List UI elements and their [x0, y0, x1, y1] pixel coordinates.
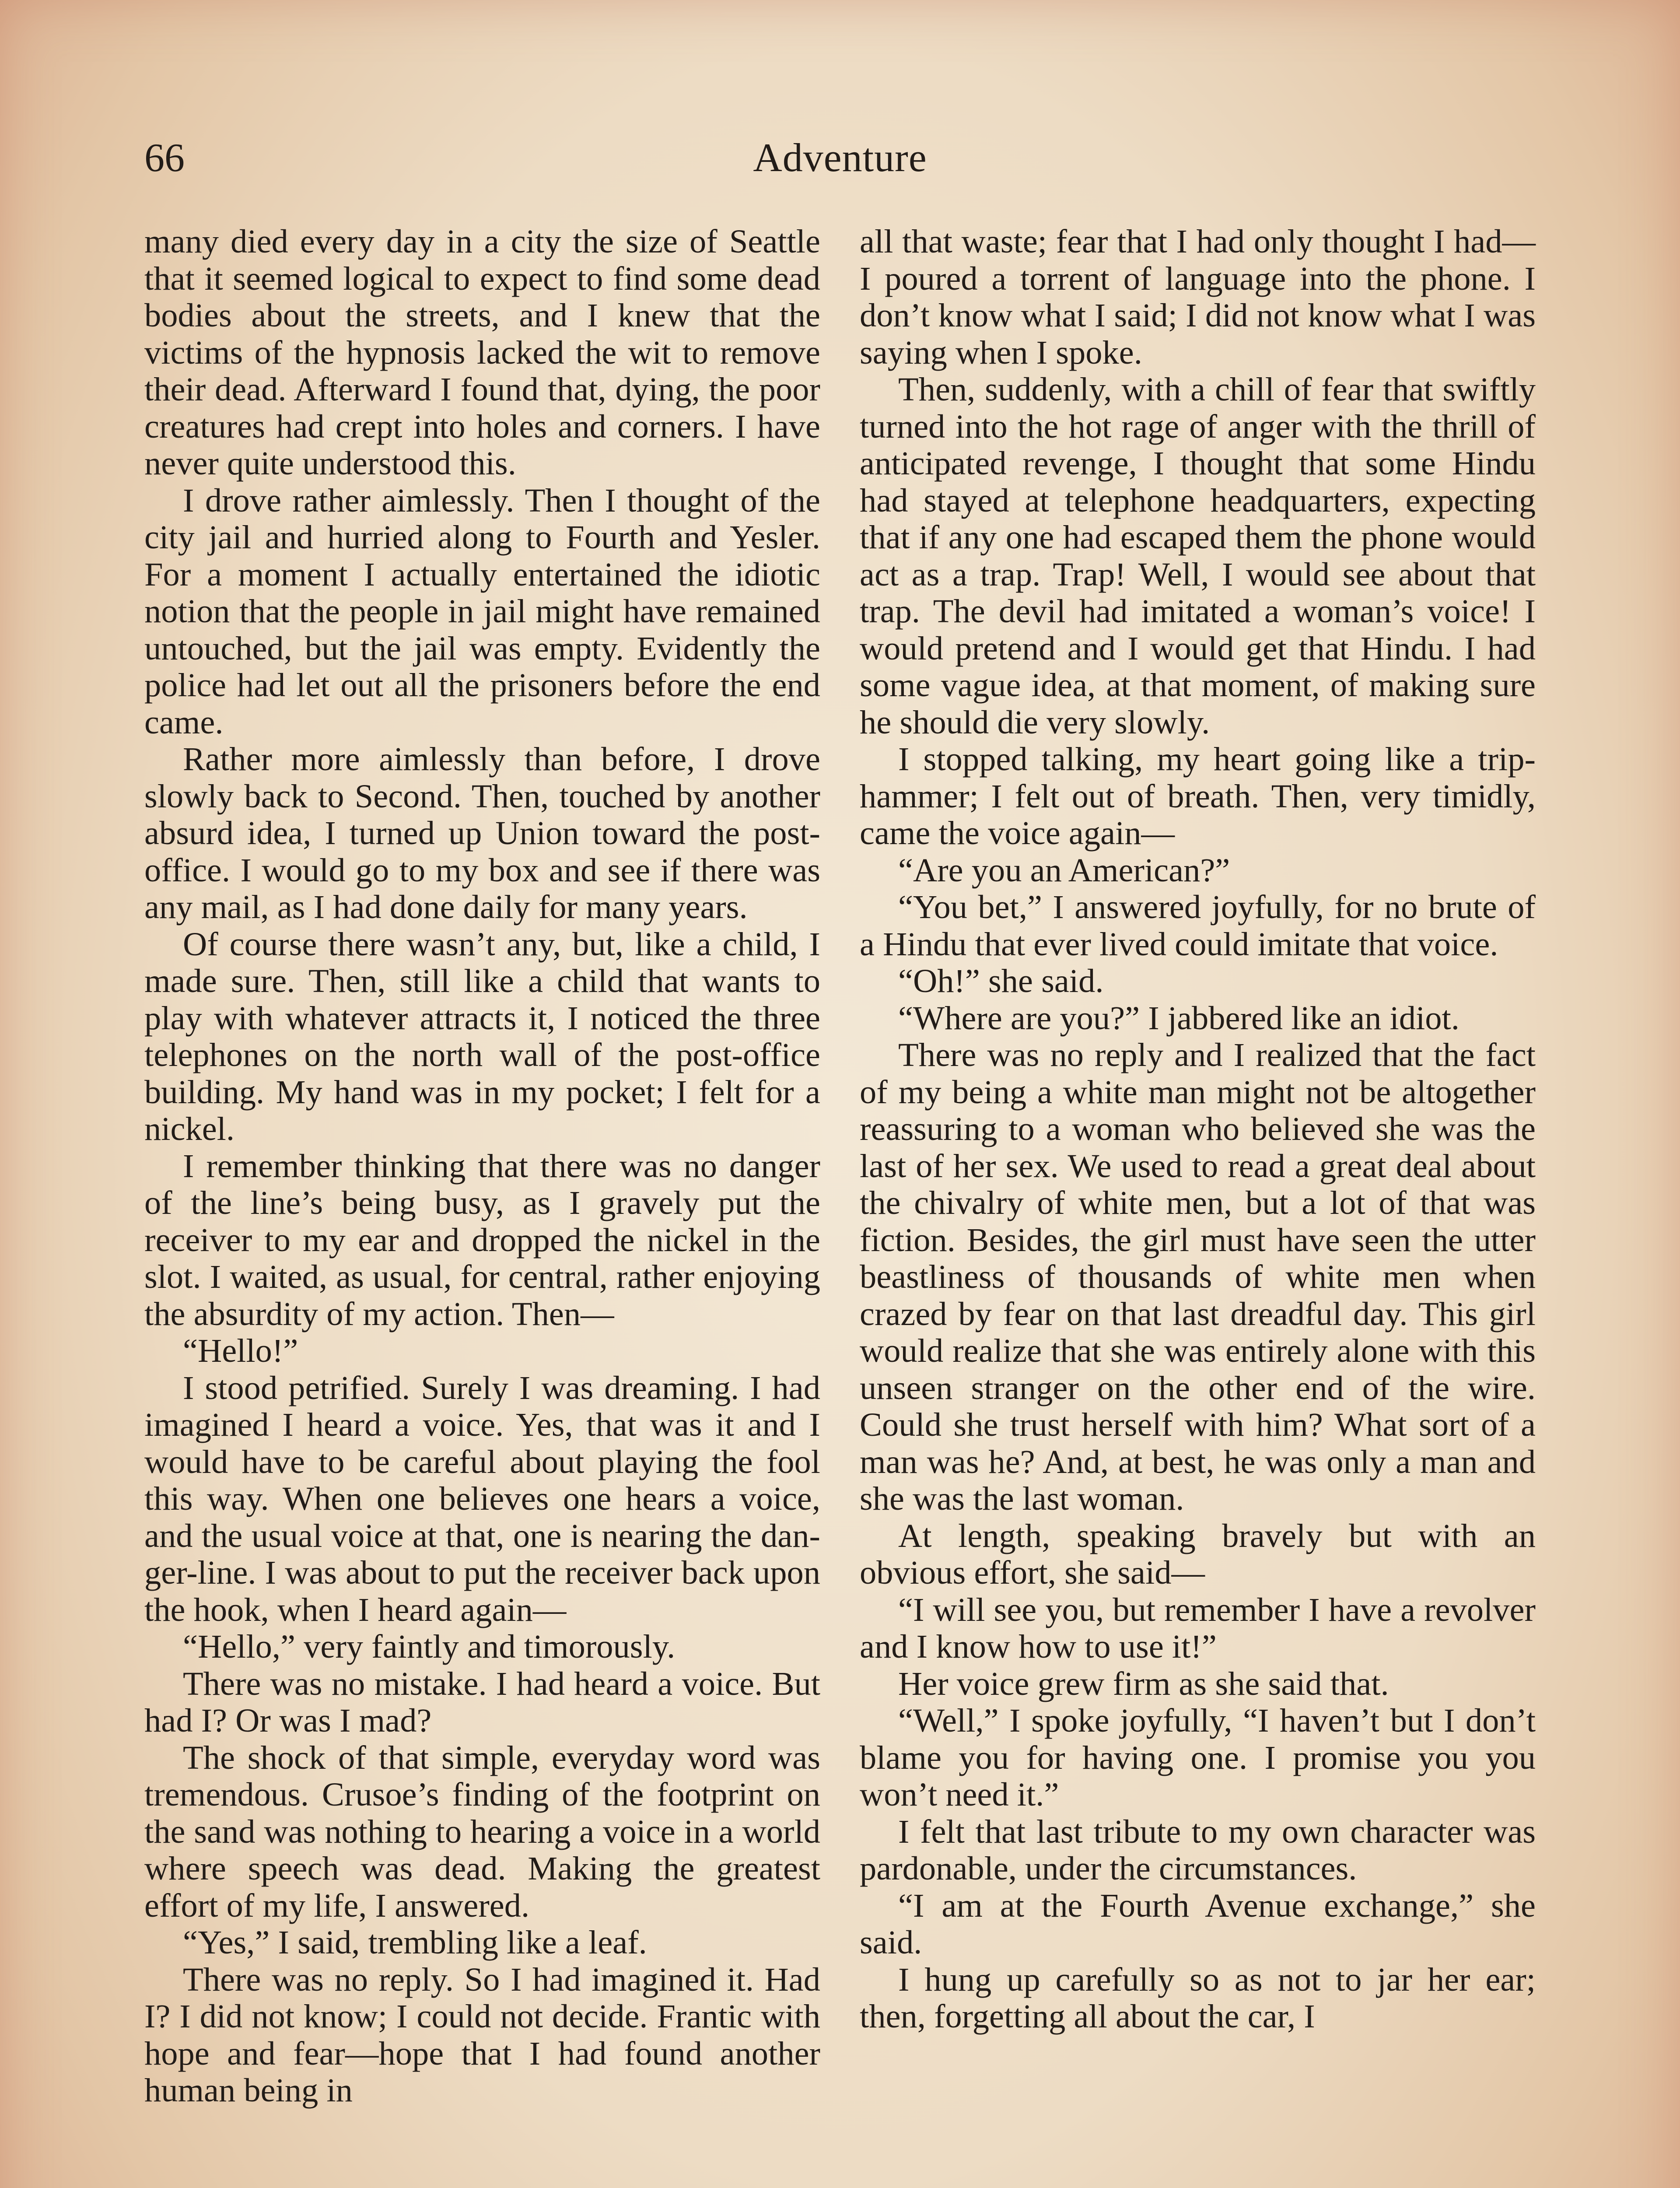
paragraph: “Where are you?” I jabbered like an idiot. — [898, 999, 1460, 1037]
paragraph: Of course there wasn’t any, but, like a child, I made sure. Then, still like a child that wants to play with whatever attracts it, I noticed the three telephones on the north wall of the post-office building. My hand was in my pocket; I felt for a nickel. — [144, 925, 820, 1147]
left-column — [144, 223, 820, 2109]
right-column — [860, 223, 1536, 2035]
paragraph: “I will see you, but remember I have a revolver and I know how to use it!” — [860, 1591, 1536, 1665]
paragraph: The shock of that simple, everyday word was tremendous. Crusoe’s finding of the footprint on the sand was nothing to hearing a voice in a world where speech was dead. Making the greatest effort of my life, I answered. — [144, 1739, 820, 1924]
page-header — [144, 123, 1536, 193]
paragraph: “Well,” I spoke joyfully, “I haven’t but I don’t blame you for having one. I promise you you won’t need it.” — [860, 1702, 1536, 1813]
paragraph: Then, suddenly, with a chill of fear that swiftly turned into the hot rage of anger with the thrill of anticipated revenge, I thought that some Hindu had stayed at telephone headquarters, expecting that if any one had escaped them the phone would act as a trap. Trap! Well, I would see about that trap. The devil had imitated a woman’s voice! I would pretend and I would get that Hindu. I had some vague idea, at that moment, of making sure he should die very slowly. — [860, 371, 1536, 741]
paragraph: I hung up carefully so as not to jar her ear; then, forgetting all about the car, I — [860, 1960, 1536, 2035]
paragraph: many died every day in a city the size of Seattle that it seemed logical to expect to find some dead bodies about the streets, and I knew that the victims of the hypnosis lacked the wit to remove their dead. Afterward I found that, dying, the poor creatures had crept into holes and corners. I have never quite understood this. — [144, 223, 820, 482]
paragraph: “Are you an American?” — [898, 851, 1230, 889]
paragraph: I remember thinking that there was no danger of the line’s being busy, as I gravely put the receiver to my ear and dropped the nickel in the slot. I waited, as usual, for central, rather enjoying the absurdity of my action. Then— — [144, 1147, 820, 1332]
page-number: 66 — [144, 135, 185, 180]
paragraph: all that waste; fear that I had only thought I had—I poured a torrent of language into the phone. I don’t know what I said; I did not know what I was saying when I spoke. — [860, 223, 1536, 371]
paragraph: I drove rather aimlessly. Then I thought of the city jail and hurried along to Fourth and Yesler. For a moment I actually entertained the idiotic notion that the people in jail might have remained untouched, but the jail was empty. Evidently the police had let out all the prisoners before the end came. — [144, 481, 820, 741]
paragraph: I stood petrified. Surely I was dreaming. I had imagined I heard a voice. Yes, that was it and I would have to be careful about playing the fool this way. When one believes one hears a voice, and the usual voice at that, one is nearing the danger-line. I was about to put the receiver back upon the hook, when I heard again— — [144, 1369, 820, 1628]
paragraph: There was no reply. So I had imagined it. Had I? I did not know; I could not decide. Frantic with hope and fear—hope that I had found another human being in — [144, 1960, 820, 2109]
paragraph: Rather more aimlessly than before, I drove slowly back to Second. Then, touched by another absurd idea, I turned up Union toward the post-office. I would go to my box and see if there was any mail, as I had done daily for many years. — [144, 740, 820, 926]
paragraph: “Oh!” she said. — [898, 962, 1104, 999]
paragraph: “I am at the Fourth Avenue exchange,” she said. — [860, 1886, 1536, 1961]
paragraph: “Hello!” — [183, 1332, 298, 1369]
paragraph: Her voice grew firm as she said that. — [898, 1665, 1389, 1702]
paragraph: “Hello,” very faintly and timorously. — [183, 1628, 676, 1665]
running-title: Adventure — [753, 135, 927, 180]
paragraph: “Yes,” I said, trembling like a leaf. — [183, 1924, 647, 1961]
paragraph: There was no reply and I realized that the fact of my being a white man might not be altogether reassuring to a woman who believed she was the last of her sex. We used to read a great deal about the chivalry of white men, but a lot of that was fiction. Besides, the girl must have seen the utter beastliness of thousands of white men when crazed by fear on that last dreadful day. This girl would realize that she was entirely alone with this unseen stranger on the other end of the wire. Could she trust herself with him? What sort of a man was he? And, at best, he was only a man and she was the last woman. — [860, 1036, 1536, 1517]
paragraph: There was no mistake. I had heard a voice. But had I? Or was I mad? — [144, 1665, 820, 1739]
paragraph: I felt that last tribute to my own character was pardonable, under the circumstances. — [860, 1813, 1536, 1887]
paragraph: At length, speaking bravely but with an obvious effort, she said— — [860, 1517, 1536, 1591]
paragraph: “You bet,” I answered joyfully, for no brute of a Hindu that ever lived could imitate that voice. — [860, 888, 1536, 963]
paragraph: I stopped talking, my heart going like a trip-hammer; I felt out of breath. Then, very timidly, came the voice again— — [860, 740, 1536, 852]
